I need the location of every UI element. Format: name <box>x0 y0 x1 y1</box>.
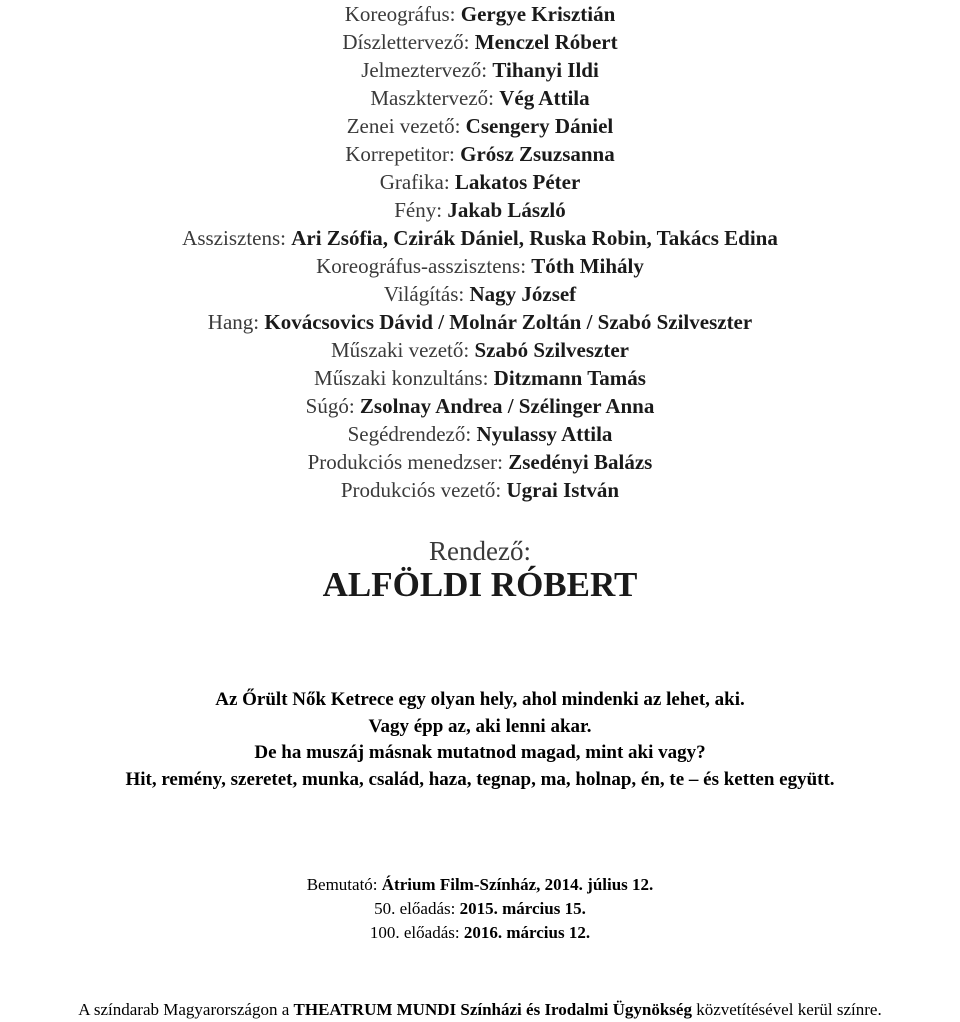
credit-line <box>0 476 960 504</box>
credit-name: Csengery Dániel <box>465 114 614 138</box>
credit-line <box>0 392 960 420</box>
credit-name: Gergye Krisztián <box>460 2 616 26</box>
performance-50-row <box>0 897 960 921</box>
credit-name: Vég Attila <box>499 86 590 110</box>
performance-label: 100. előadás: <box>369 923 464 942</box>
tagline-line: De ha muszáj másnak mutatnod magad, mint aki vagy? <box>254 742 706 763</box>
credit-name: Grósz Zsuzsanna <box>460 142 615 166</box>
credit-line <box>0 364 960 392</box>
premiere-value: Átrium Film-Színház, 2014. július 12. <box>381 875 654 894</box>
credits-list <box>0 0 960 504</box>
credit-line <box>0 336 960 364</box>
performance-date: 2015. március 15. <box>459 899 586 918</box>
credit-name: Tóth Mihály <box>531 254 644 278</box>
credit-line <box>0 84 960 112</box>
credit-role: Zenei vezető: <box>346 114 466 138</box>
credit-line <box>0 56 960 84</box>
credit-name: Zsedényi Balázs <box>508 450 653 474</box>
credit-name: Zsolnay Andrea / Szélinger Anna <box>359 394 655 418</box>
credit-role: Hang: <box>207 310 265 334</box>
credit-name: Ari Zsófia, Czirák Dániel, Ruska Robin, Takács Edina <box>291 226 778 250</box>
credit-role: Műszaki vezető: <box>331 338 475 362</box>
credit-role: Korrepetitor: <box>345 142 461 166</box>
credit-name: Ditzmann Tamás <box>493 366 646 390</box>
credit-line <box>0 140 960 168</box>
credit-role: Grafika: <box>379 170 455 194</box>
credit-line <box>0 196 960 224</box>
credit-name: Nagy József <box>469 282 577 306</box>
credit-role: Jelmeztervező: <box>361 58 493 82</box>
credit-name: Jakab László <box>447 198 566 222</box>
performance-date: 2016. március 12. <box>463 923 591 942</box>
credit-role: Műszaki konzultáns: <box>314 366 494 390</box>
premiere-block <box>0 873 960 945</box>
credit-role: Súgó: <box>305 394 360 418</box>
credit-name: Ugrai István <box>506 478 620 502</box>
credit-role: Koreográfus-asszisztens: <box>316 254 532 278</box>
credit-line <box>0 224 960 252</box>
credit-name: Tihanyi Ildi <box>492 58 599 82</box>
credit-name: Lakatos Péter <box>454 170 581 194</box>
credit-line <box>0 28 960 56</box>
performance-100-row <box>0 921 960 945</box>
tagline-block <box>0 687 960 793</box>
credit-role: Maszktervező: <box>370 86 500 110</box>
footer-suffix: közvetítésével kerül színre. <box>691 1000 882 1019</box>
credit-role: Produkciós menedzser: <box>307 450 509 474</box>
credit-line <box>0 112 960 140</box>
credit-role: Díszlettervező: <box>342 30 475 54</box>
credit-role: Asszisztens: <box>182 226 292 250</box>
premiere-label: Bemutató: <box>306 875 382 894</box>
credit-role: Fény: <box>394 198 448 222</box>
performance-label: 50. előadás: <box>374 899 460 918</box>
credit-role: Koreográfus: <box>344 2 461 26</box>
credit-line <box>0 252 960 280</box>
credit-name: Kovácsovics Dávid / Molnár Zoltán / Szabó Szilveszter <box>264 310 753 334</box>
director-label: Rendező: <box>429 536 531 566</box>
credit-line <box>0 168 960 196</box>
tagline-line: Vagy épp az, aki lenni akar. <box>368 715 592 737</box>
credit-line <box>0 0 960 28</box>
footer-note <box>0 998 960 1022</box>
footer-agency: THEATRUM MUNDI Színházi és Irodalmi Ügynökség <box>293 1000 692 1019</box>
credit-line <box>0 448 960 476</box>
credit-name: Menczel Róbert <box>474 30 618 54</box>
credit-name: Szabó Szilveszter <box>474 338 629 362</box>
footer-prefix: A színdarab Magyarországon a <box>78 1000 294 1019</box>
tagline-line: Az Őrült Nők Ketrece egy olyan hely, ahol mindenki az lehet, aki. <box>215 689 745 710</box>
credit-line <box>0 308 960 336</box>
credit-role: Világítás: <box>383 282 470 306</box>
credit-role: Produkciós vezető: <box>340 478 507 502</box>
director-name: ALFÖLDI RÓBERT <box>322 565 638 604</box>
credit-line <box>0 280 960 308</box>
tagline-line: Hit, remény, szeretet, munka, család, haza, tegnap, ma, holnap, én, te – és ketten együtt. <box>125 768 835 790</box>
credit-name: Nyulassy Attila <box>476 422 613 446</box>
premiere-row <box>0 873 960 897</box>
credit-role: Segédrendező: <box>347 422 477 446</box>
credit-line <box>0 420 960 448</box>
